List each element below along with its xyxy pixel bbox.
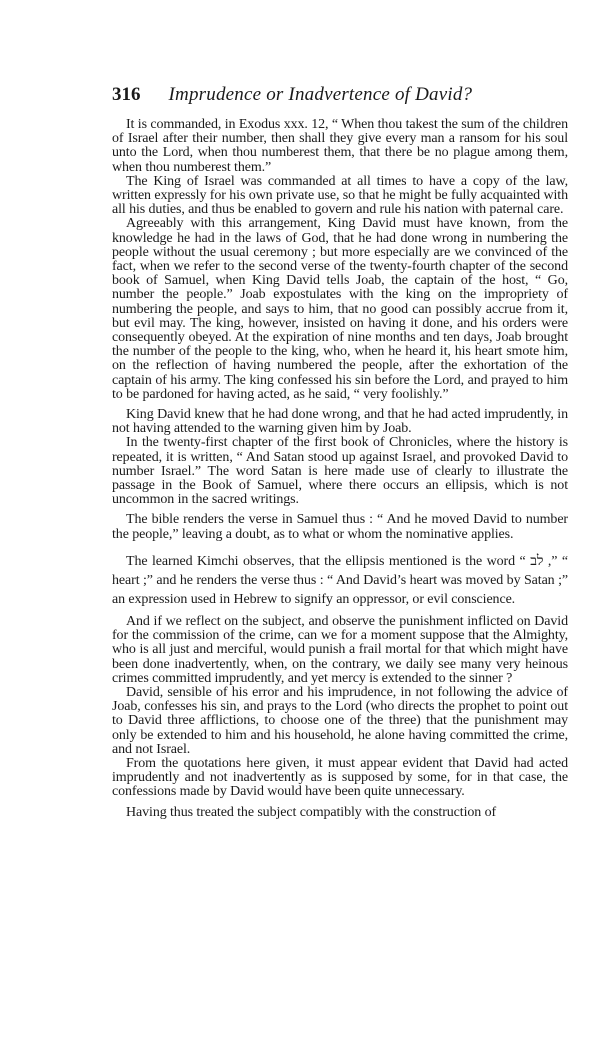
paragraph: David, sensible of his error and his imprudence, in not following the advice of Joab, confesses his sin, and prays to the Lord (who directs the prophet to point out to David three afflictions, to choose one of the three) that the punishment may only be extended to him and his household, he alone having committed the crime, and not Israel.	[112, 684, 568, 757]
page-header	[112, 84, 532, 108]
paragraph: It is commanded, in Exodus xxx. 12, “ When thou takest the sum of the children of Israel after their number, then shall they give every man a ransom for his soul unto the Lord, when thou numberest them, that there be no plague among them, when thou numberest them.”	[112, 117, 568, 175]
paragraph: In the twenty-first chapter of the first book of Chronicles, where the history is repeated, it is written, “ And Satan stood up against Israel, and provoked David to number Israel.” The word Satan is here made use of clearly to illustrate the passage in the Book of Samuel, where there occurs an ellipsis, which is not uncommon in the sacred writings.	[112, 435, 568, 508]
paragraph: King David knew that he had done wrong, and that he had acted imprudently, in not having attended to the warning given him by Joab.	[112, 407, 568, 437]
paragraph: The learned Kimchi observes, that the ellipsis mentioned is the word “ לב ,” “ heart ;” and he renders the verse thus : “ And David’s heart was moved by Satan ;” an expression used in Hebrew to signify an oppressor, or evil conscience.	[112, 553, 568, 607]
paragraph: The King of Israel was commanded at all times to have a copy of the law, written expressly for his own private use, so that he might be fully acquainted with all his duties, and thus be enabled to govern and rule his nation with paternal care.	[112, 173, 568, 218]
paragraph: From the quotations here given, it must appear evident that David had acted imprudently and not inadvertently as is supposed by some, for in that case, the confessions made by David would have been quite unnecessary.	[112, 755, 568, 800]
paragraph: Agreeably with this arrangement, King David must have known, from the knowledge he had in the laws of God, that he had done wrong in numbering the people without the usual ceremony ; but more especially are we convinced of the fact, when we refer to the second verse of the twenty-fourth chapter of the second book of Samuel, when King David tells Joab, the captain of the host, “ Go, number the people.” Joab expostulates with the king on the impropriety of numbering the people, and says to him, that no good can possibly accrue from it, but evil may. The king, however, insisted on having it done, and his orders were consequently obeyed. At the expiration of nine months and ten days, Joab brought the number of the people to the king, who, when he heard it, his heart smote him, on the reflection of having numbered the people, after the exhortation of the captain of his army. The king confessed his sin before the Lord, and prayed to him to be pardoned for having acted, as he said, “ very foolishly.”	[112, 216, 568, 402]
paragraph: And if we reflect on the subject, and observe the punishment inflicted on David for the commission of the crime, can we for a moment suppose that the Almighty, who is all just and merciful, would punish a frail mortal for that which might have been done inadvertently, when, on the contrary, we daily see many very heinous crimes committed imprudently, and yet mercy is extended to the sinner ?	[112, 613, 568, 686]
paragraph: The bible renders the verse in Samuel thus : “ And he moved David to number the people,” leaving a doubt, as to what or whom the nominative applies.	[112, 512, 568, 542]
running-title: Imprudence or Inadvertence of David?	[168, 84, 473, 105]
body-text	[112, 118, 568, 820]
paragraph: Having thus treated the subject compatibly with the construction of	[126, 804, 497, 820]
page-number: 316	[112, 84, 141, 105]
